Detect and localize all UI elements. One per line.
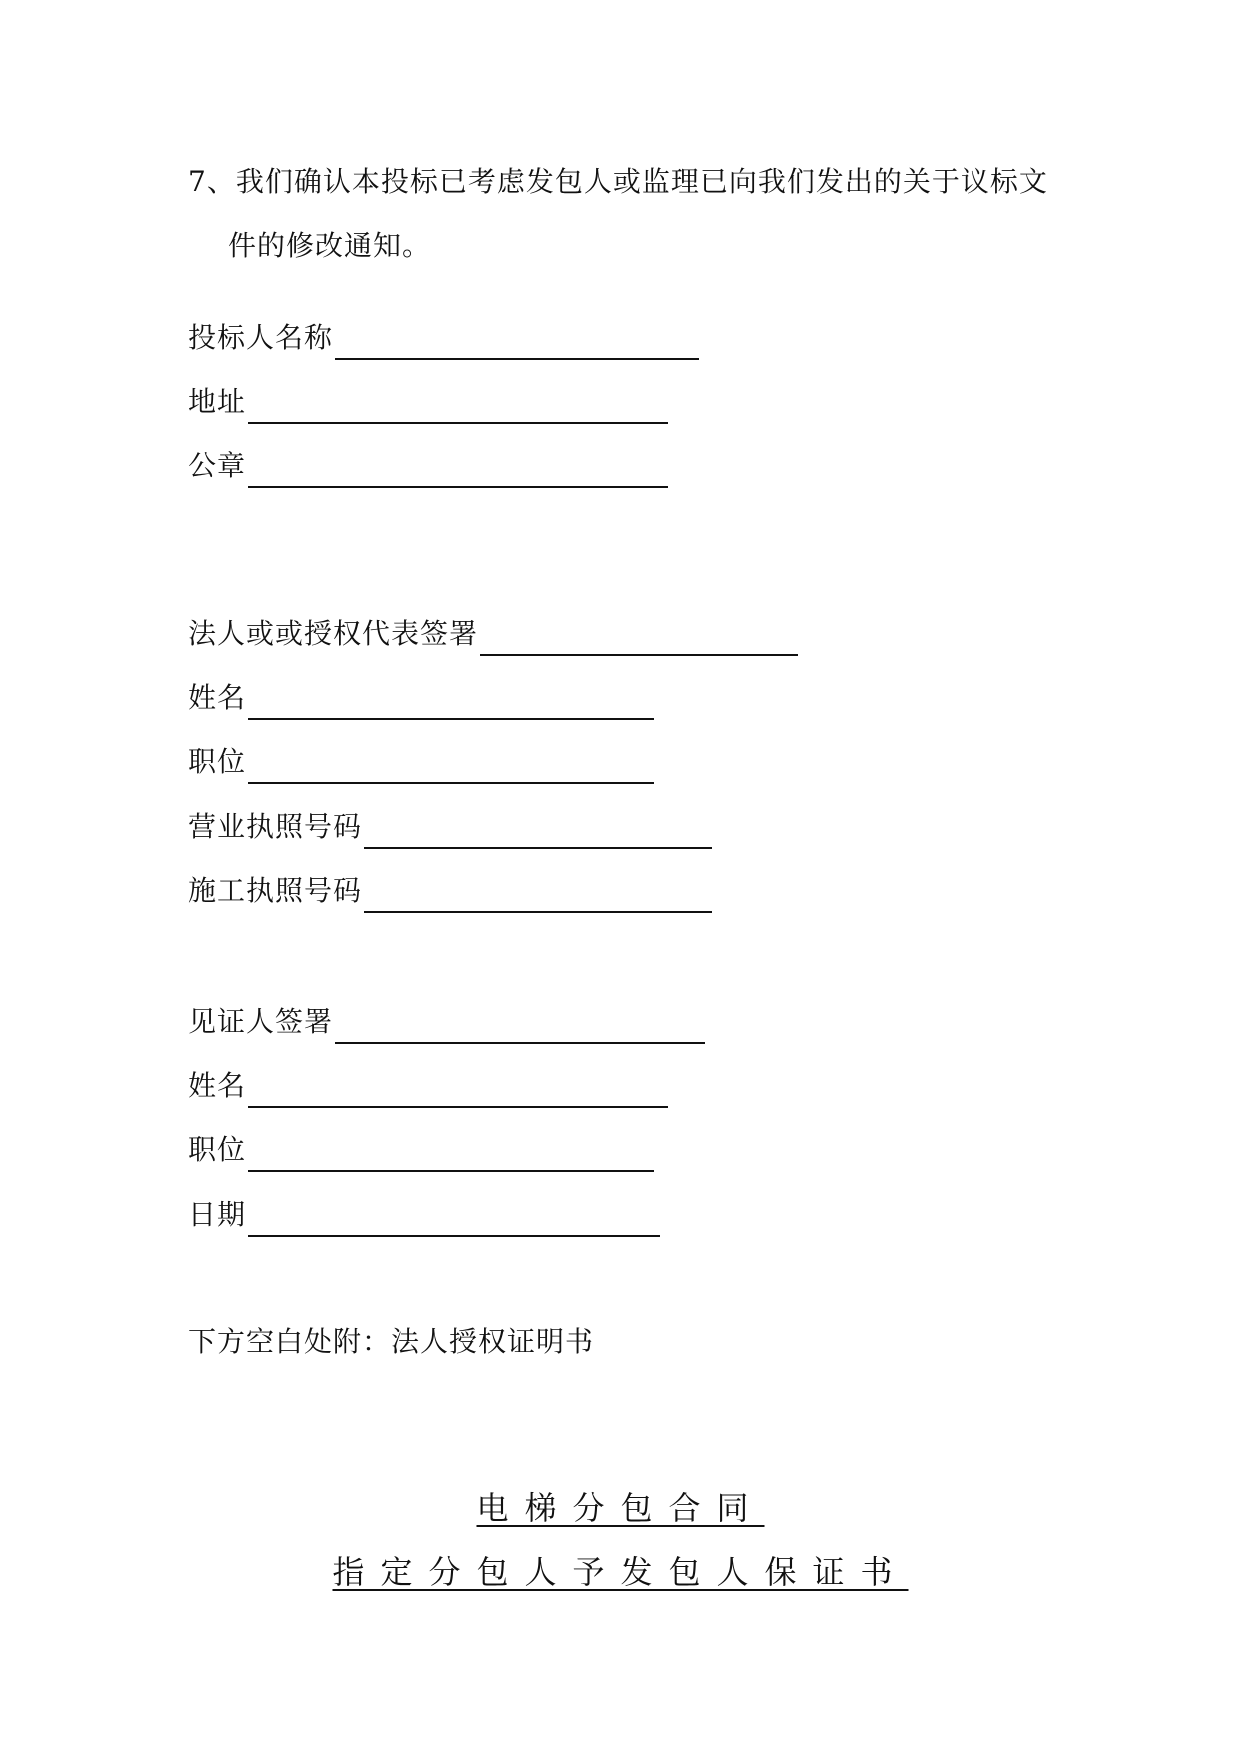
witness-signature-field	[188, 1000, 705, 1044]
witness-name-label: 姓名	[188, 1069, 247, 1102]
construction-license-field	[188, 869, 712, 913]
guarantee-title-text: 指定分包人予发包人保证书	[332, 1553, 909, 1591]
clause-7	[188, 150, 1068, 278]
construction-license-blank[interactable]	[364, 877, 712, 913]
seal-blank[interactable]	[248, 452, 668, 488]
clause-7-line2: 件的修改通知。	[228, 229, 432, 262]
witness-position-label: 职位	[188, 1133, 247, 1166]
business-license-field	[188, 805, 712, 849]
representative-signature-field	[188, 612, 798, 656]
guarantee-title	[0, 1548, 1241, 1596]
witness-date-blank[interactable]	[248, 1201, 660, 1237]
witness-date-field	[188, 1193, 660, 1237]
representative-signature-blank[interactable]	[480, 620, 798, 656]
seal-label: 公章	[188, 449, 247, 482]
bidder-name-label: 投标人名称	[188, 321, 334, 354]
business-license-label: 营业执照号码	[188, 810, 363, 843]
witness-position-blank[interactable]	[248, 1136, 654, 1172]
seal-field	[188, 444, 668, 488]
address-blank[interactable]	[248, 388, 668, 424]
construction-license-label: 施工执照号码	[188, 874, 363, 907]
representative-name-blank[interactable]	[248, 684, 654, 720]
witness-signature-blank[interactable]	[335, 1008, 705, 1044]
clause-7-line1: 7、我们确认本投标已考虑发包人或监理已向我们发出的关于议标文	[188, 165, 1048, 198]
representative-name-label: 姓名	[188, 681, 247, 714]
witness-signature-label: 见证人签署	[188, 1005, 334, 1038]
witness-name-blank[interactable]	[248, 1072, 668, 1108]
witness-date-label: 日期	[188, 1198, 247, 1231]
address-label: 地址	[188, 385, 247, 418]
witness-position-field	[188, 1128, 654, 1172]
business-license-blank[interactable]	[364, 813, 712, 849]
representative-signature-label: 法人或或授权代表签署	[188, 617, 479, 650]
representative-position-label: 职位	[188, 745, 247, 778]
bidder-name-field	[188, 316, 699, 360]
bidder-name-blank[interactable]	[335, 324, 699, 360]
representative-name-field	[188, 676, 654, 720]
contract-title	[0, 1484, 1241, 1532]
contract-title-text: 电梯分包合同	[476, 1489, 765, 1527]
representative-position-blank[interactable]	[248, 748, 654, 784]
representative-position-field	[188, 740, 654, 784]
address-field	[188, 380, 668, 424]
witness-name-field	[188, 1064, 668, 1108]
attachment-note: 下方空白处附：法人授权证明书	[188, 1325, 595, 1358]
